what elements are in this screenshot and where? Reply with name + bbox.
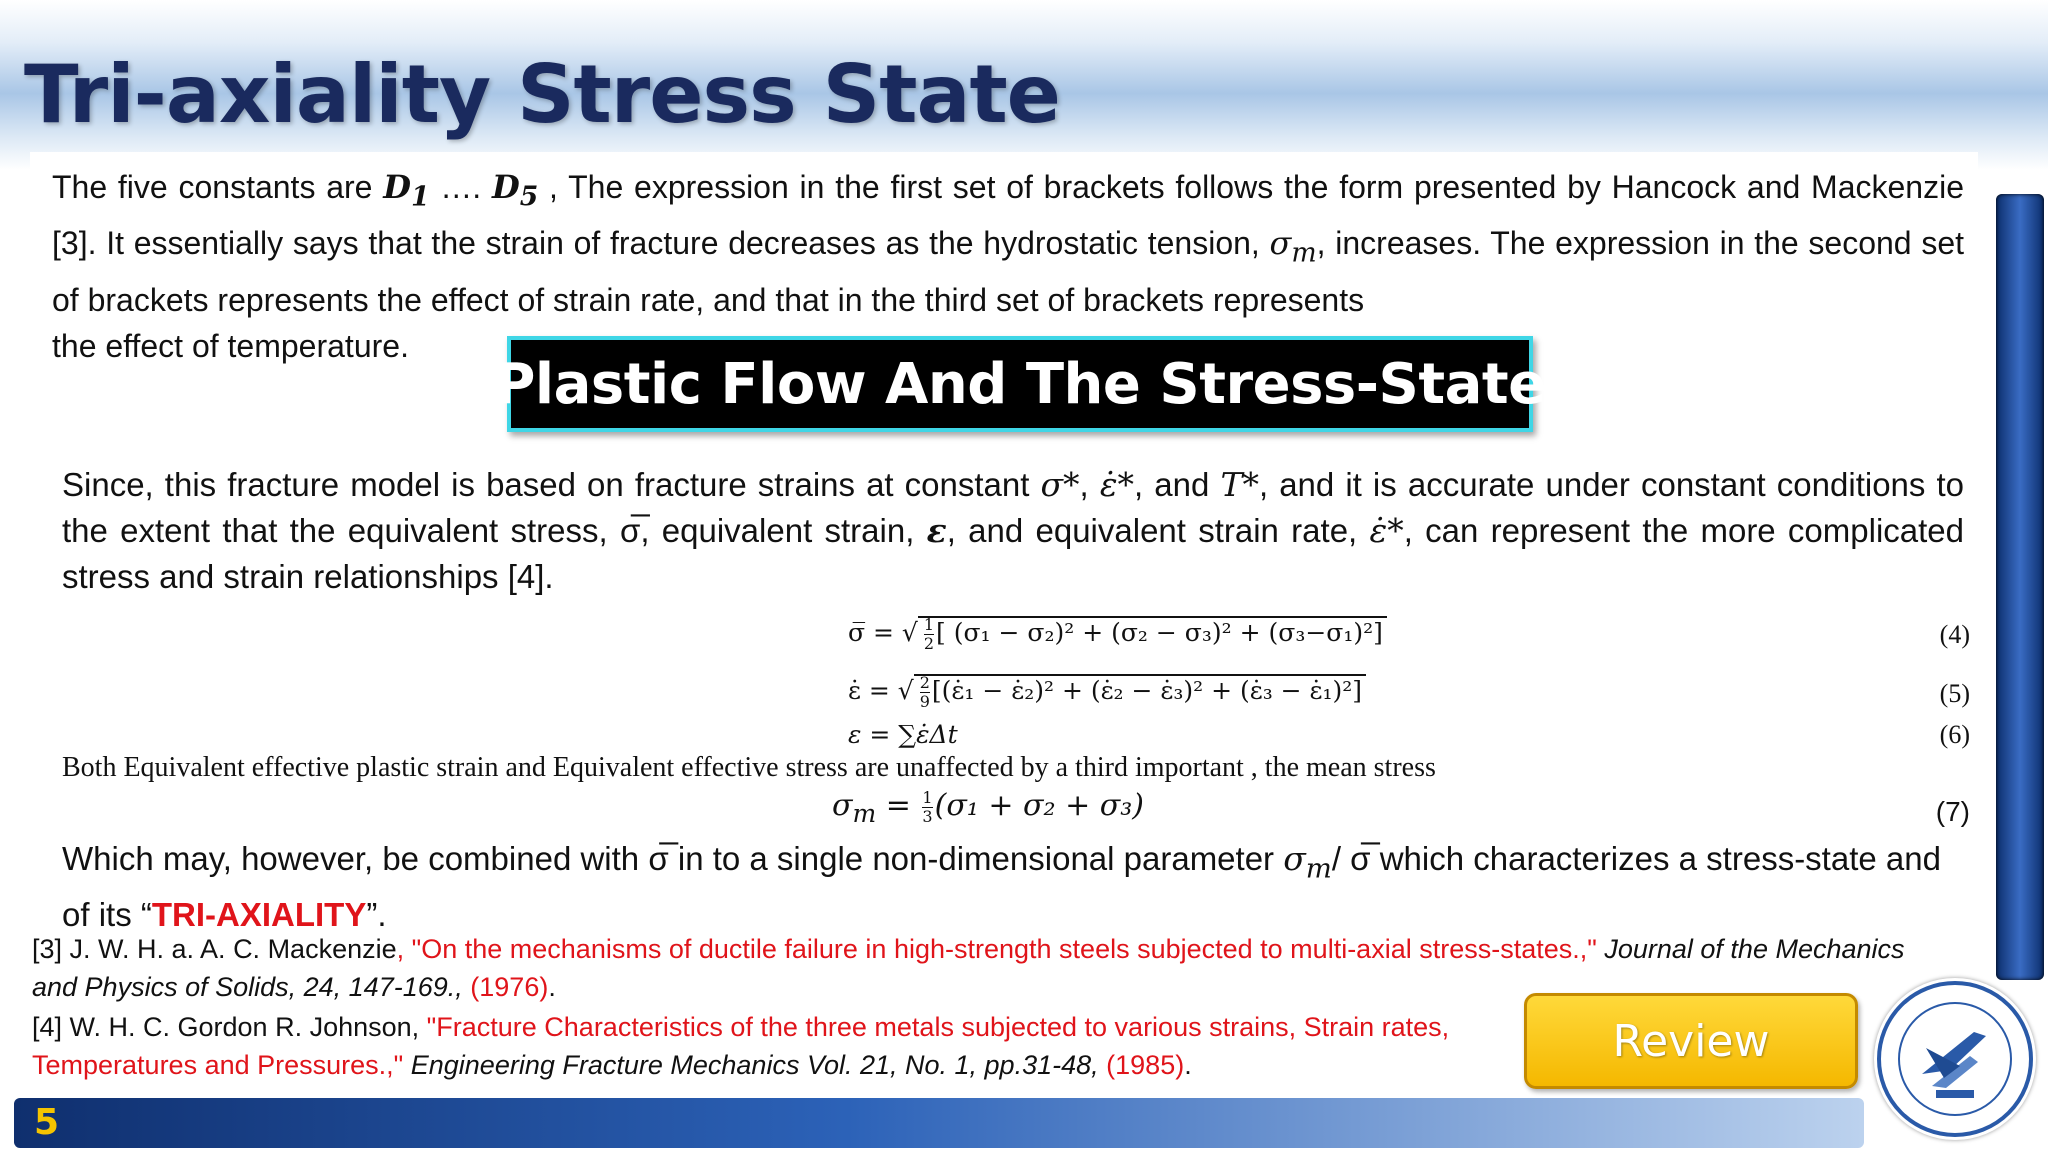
equivalent-strain-rate-symbol: ε̇* xyxy=(1369,511,1404,550)
eq5-fraction xyxy=(920,674,930,711)
triaxiality-highlight: TRI-AXIALITY xyxy=(151,895,367,933)
p3-text-a: Which may, however, be combined with xyxy=(62,840,649,877)
ref3-authors: [3] J. W. H. a. A. C. Mackenzie xyxy=(32,934,397,964)
eq5-lhs: ε̇ = xyxy=(848,676,898,705)
equation-7-number: (7) xyxy=(1935,796,1970,827)
university-seal-graphic xyxy=(1874,978,2036,1140)
eq7-body: (σ₁ + σ₂ + σ₃) xyxy=(934,788,1144,823)
p2-text-d: , equivalent strain, xyxy=(640,512,927,549)
p2-text-b: , and xyxy=(1134,466,1221,503)
sqrt-icon: √ xyxy=(897,676,914,705)
equation-5 xyxy=(848,674,1366,711)
sigma-m-subscript: m xyxy=(1291,237,1317,269)
d5-symbol: D xyxy=(491,168,520,206)
p2-text-a: Since, this fracture model is based on fracture strains at constant xyxy=(62,466,1041,503)
eq7-frac-num: 1 xyxy=(922,787,933,807)
d5-subscript: 5 xyxy=(519,181,539,213)
eq7-equals: = xyxy=(876,788,921,823)
temperature-star-symbol: T* xyxy=(1220,465,1259,504)
fracture-model-paragraph xyxy=(62,462,1964,600)
p2-text-f: , can represent the more complicated stress and strain relationships [4]. xyxy=(62,512,1965,595)
section-banner-title: Plastic Flow And The Stress-State xyxy=(494,351,1546,417)
triaxiality-ratio-subscript: m xyxy=(1305,852,1332,885)
page-number: 5 xyxy=(34,1102,60,1143)
ref3-sep: , xyxy=(396,934,412,964)
eq4-body: [ (σ₁ − σ₂)² + (σ₂ − σ₃)² + (σ₃−σ₁)²] xyxy=(936,618,1383,647)
mean-stress-note: Both Equivalent effective plastic strain and Equivalent effective stress are unaffected by a third important , the mean stress xyxy=(62,752,1436,783)
eq5-body: [(ε̇₁ − ε̇₂)² + (ε̇₂ − ε̇₃)² + (ε̇₃ − ε̇₁)²] xyxy=(931,676,1363,705)
intro-text-b: , The expression in the first set of brackets follows the form presented by Hancock and Mackenzie [3]. It essentially says that the strain of fracture decreases as the hydrostatic tension, xyxy=(52,169,1964,262)
intro-text-c: , increases. The expression in the second set of brackets represents the effect of strain rate, and that in the third set of brackets represents xyxy=(52,225,1964,318)
equation-4 xyxy=(848,616,1387,653)
review-button[interactable] xyxy=(1524,993,1858,1089)
ref3-end: . xyxy=(548,972,556,1002)
eq4-fraction xyxy=(924,616,934,653)
p2-text-e: , and equivalent strain rate, xyxy=(946,512,1370,549)
eq7-lhs: σ xyxy=(832,788,853,823)
triaxiality-ratio: σ xyxy=(1283,839,1306,878)
eq7-fraction xyxy=(922,789,932,826)
section-banner xyxy=(494,336,1546,432)
p2-text-c: , and it is accurate under constant conditions to the extent that the equivalent stress, xyxy=(62,466,1965,549)
eq4-radicand xyxy=(918,615,1387,653)
p3-text-d: ”. xyxy=(366,895,387,933)
ref3-year: (1976) xyxy=(470,972,549,1002)
eq4-frac-den: 2 xyxy=(923,634,935,653)
ref4-journal: Engineering Fracture Mechanics Vol. 21, No. 1, pp.31-48, xyxy=(403,1050,1099,1080)
sqrt-icon: √ xyxy=(901,618,918,647)
p3-sigma-bar: σ̅ xyxy=(648,840,669,877)
eq7-lhs-subscript: m xyxy=(852,799,877,828)
ref4-end: . xyxy=(1184,1050,1192,1080)
ref4-authors: [4] W. H. C. Gordon R. Johnson, xyxy=(32,1012,427,1042)
ref4-title: "Fracture Characteristics of the three metals subjected to various strains, Strain rates, Temperatures and Pressures.," xyxy=(32,1012,1450,1080)
eq4-lhs: σ̅ = xyxy=(848,618,902,647)
triaxiality-ratio-rest: / σ̅ xyxy=(1331,840,1371,877)
p3-text-b: in to a single non-dimensional parameter xyxy=(668,840,1284,877)
eq4-frac-num: 1 xyxy=(923,615,935,634)
ref4-year: (1985) xyxy=(1106,1050,1185,1080)
university-seal-icon xyxy=(1874,978,2036,1140)
side-scrollbar[interactable] xyxy=(1996,194,2044,980)
d1-symbol: D xyxy=(383,168,411,206)
slide-title: Tri-axiality Stress State xyxy=(24,48,1060,141)
ref3-journal: Journal of the Mechanics and Physics of Solids, 24, 147-169., xyxy=(32,934,1905,1002)
strain-rate-star-symbol: ε̇* xyxy=(1099,465,1135,504)
reference-4 xyxy=(32,1008,1502,1084)
ref3-title: "On the mechanisms of ductile failure in high-strength steels subjected to multi-axial stress-states.," xyxy=(411,934,1597,964)
d1-subscript: 1 xyxy=(410,181,430,213)
equivalent-stress-symbol: σ̅ xyxy=(619,512,641,549)
footer-bar xyxy=(14,1098,1864,1148)
eq5-radicand xyxy=(914,673,1366,711)
p2-sep-1: , xyxy=(1079,466,1100,503)
triaxiality-paragraph xyxy=(62,836,1952,938)
eq5-frac-num: 2 xyxy=(919,673,930,692)
intro-text-last: the effect of temperature. xyxy=(52,327,409,364)
equivalent-strain-symbol: ε xyxy=(926,511,947,550)
p3-text-c: which characterizes a stress-state and of its “ xyxy=(62,840,1941,933)
equation-6-number: (6) xyxy=(1939,720,1970,749)
equation-4-number: (4) xyxy=(1939,620,1970,649)
equation-7 xyxy=(832,788,1144,828)
review-button-label: Review xyxy=(1612,1015,1770,1067)
eq5-frac-den: 9 xyxy=(919,692,930,711)
intro-dots: …. xyxy=(429,169,492,205)
sigma-m-symbol: σ xyxy=(1269,224,1292,263)
sigma-star-symbol: σ* xyxy=(1040,465,1080,504)
eq7-frac-den: 3 xyxy=(922,806,933,826)
equation-6: ε = ∑ε̇Δt xyxy=(848,720,958,749)
intro-text-a: The five constants are xyxy=(52,169,384,205)
equation-5-number: (5) xyxy=(1939,679,1970,708)
